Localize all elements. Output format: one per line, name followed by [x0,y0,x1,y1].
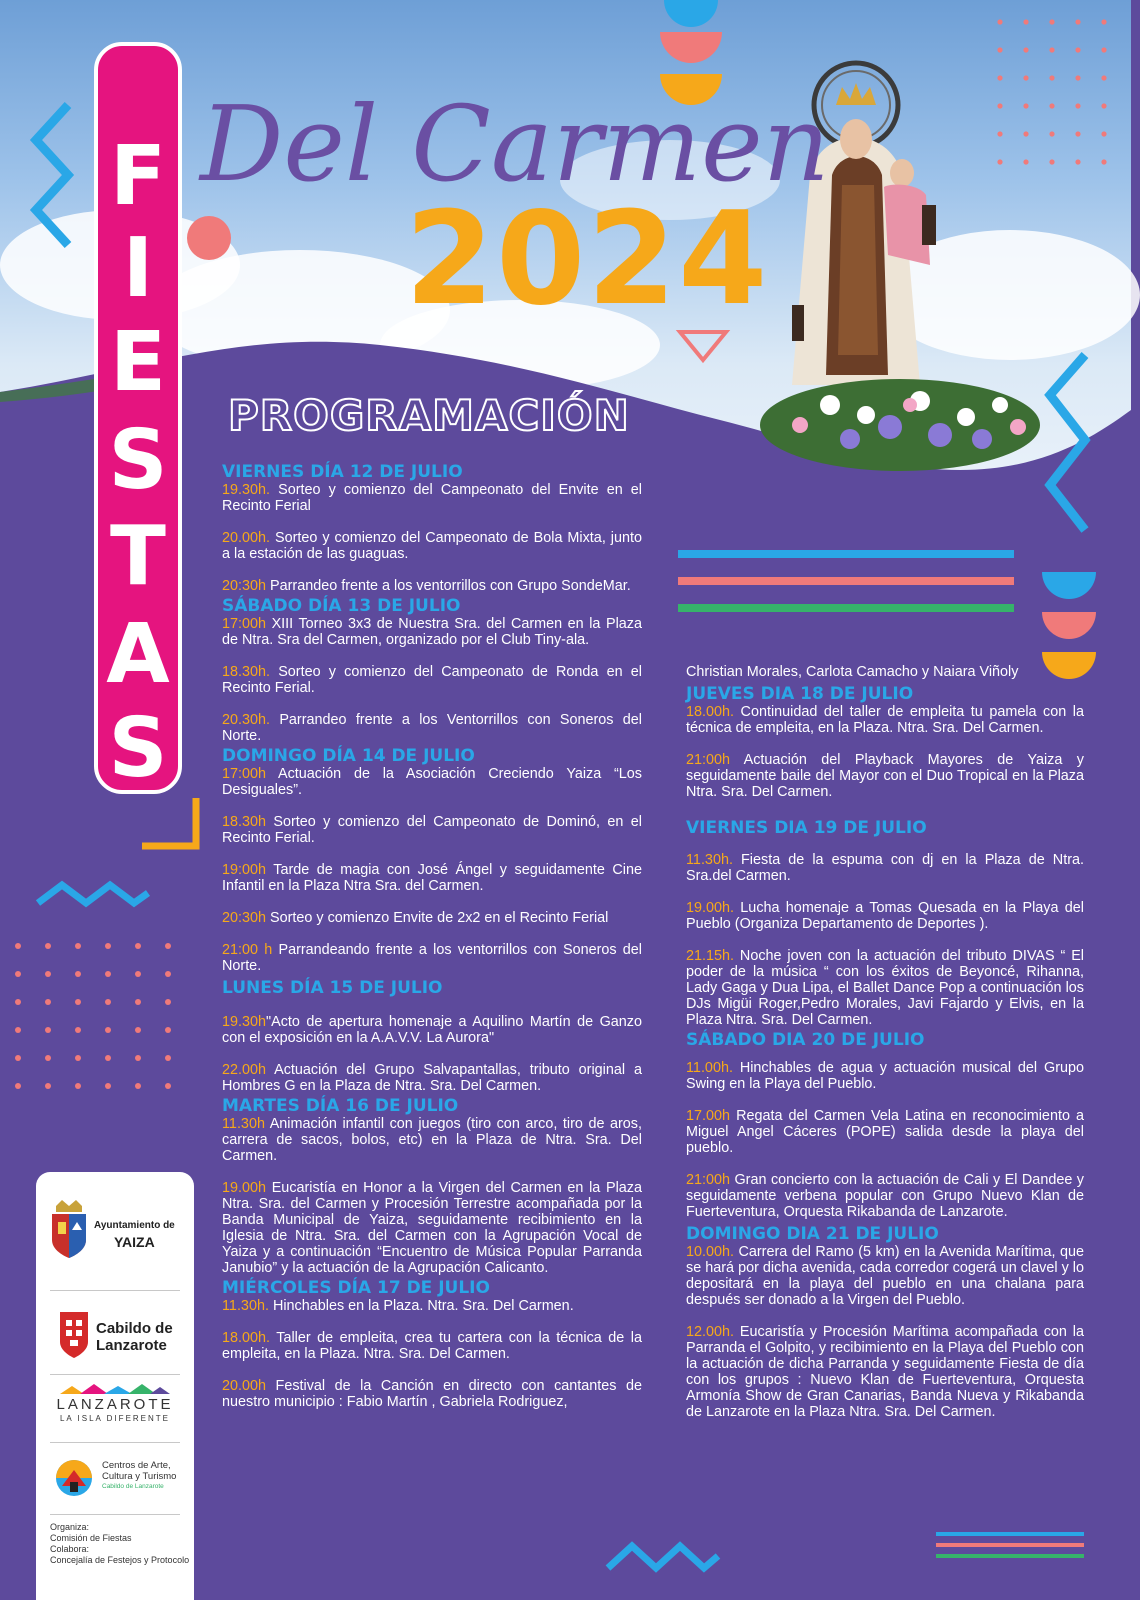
logo-centros-arte [36,1450,194,1512]
event-time: 21.15h. [686,948,735,964]
event-text: Eucaristía en Honor a la Virgen del Carmen en la Plaza Ntra. Sra. del Carmen y Procesión Terrestre acompañada por la Banda Municipal de Yaiza, seguidamente recibimiento en la Iglesia de Ntra. Sra. del Carmen con la Agrupación Vocal de Yaiza y a continuación “Encuentro de Música Popular Parranda Janubio” y la actuación de la Agrupación Calicanto. [222,1180,642,1276]
day-heading: LUNES DÍA 15 DE JULIO [222,978,443,998]
event-text: Noche joven con la actuación del tributo DIVAS “ El poder de la música “ con los éxitos de Beyoncé, Rihanna, Lady Gaga y Dua Lipa, el Ballet Dance Pop a continuación los DJs Migüi Roger,Pedro Morales, Javi Fajardo y Elvis, en la Plaza Ntra. Sra. Del Carmen. [686,948,1084,1028]
event-text: Lucha homenaje a Tomas Quesada en la Playa del Pueblo (Organiza Departamento de Deportes ). [686,900,1084,932]
organiza-label: Organiza: [50,1522,90,1532]
event-text: Animación infantil con juegos (tiro con arco, tiro de aros, carrera de sacos, bolos, etc) en la Plaza de Ntra. Sra. Del Carmen. [222,1116,642,1164]
day-heading: MARTES DÍA 16 DE JULIO [222,1096,459,1116]
program-right-column [686,664,1084,1420]
event-time: 12.00h. [686,1324,735,1340]
event-item [222,862,642,894]
event-time: 21:00h [686,1172,731,1188]
logo-lanzarote-isla-diferente [36,1380,194,1440]
event-item [222,578,642,594]
fiestas-letter: E [109,315,166,410]
event-text: Festival de la Canción en directo con cantantes de nuestro municipio : Fabio Martín , Gabriela Rodriguez, [222,1378,642,1410]
event-time: 19.30h [222,1014,267,1030]
event-time: 18.00h. [686,704,735,720]
event-time: 10.00h. [686,1244,735,1260]
yaiza-label: YAIZA [114,1234,155,1250]
event-time: 20:30h [222,578,267,594]
event-time: 20.00h [222,1378,267,1394]
day-heading: JUEVES DIA 18 DE JULIO [686,684,914,704]
day-heading: VIERNES DÍA 12 DE JULIO [222,462,463,482]
event-item [222,1330,642,1362]
event-time: 11.30h. [222,1298,269,1314]
day-heading: DOMINGO DIA 21 DE JULIO [686,1224,939,1244]
logo-cabildo-lanzarote [36,1298,194,1374]
event-time: 20:30h [222,910,267,926]
fiestas-letter: S [108,413,168,508]
sponsor-logos-card [36,1172,194,1600]
event-text: Hinchables en la Plaza. Ntra. Sra. Del Carmen. [268,1298,574,1314]
event-item [686,1172,1084,1220]
event-item [222,766,642,798]
event-item [222,664,642,696]
event-item [222,712,642,744]
event-time: 21:00h [686,752,731,768]
event-time: 19.00h. [686,900,735,916]
event-continuation: Christian Morales, Carlota Camacho y Naiara Viñoly [686,664,1019,680]
day-heading: VIERNES DIA 19 DE JULIO [686,818,927,838]
event-text: Gran concierto con la actuación de Cali y El Dandee y seguidamente verbena popular con Grupo Nuevo Klan de Fuerteventura, Orquesta Rikabanda de Lanzarote. [686,1172,1084,1220]
event-text: Actuación del Playback Mayores de Yaiza y seguidamente baile del Mayor con el Duo Tropical en la Plaza Ntra. Sra. Del Carmen. [686,752,1084,800]
event-time: 17:00h [222,616,267,632]
lanzarote-label: Lanzarote [96,1337,167,1354]
fiestas-letter: A [106,607,170,702]
divider [50,1290,180,1291]
programacion-heading: PROGRAMACIÓN [228,391,630,440]
program-left-column [222,462,642,1410]
event-time: 19.30h. [222,482,271,498]
day-heading: MIÉRCOLES DÍA 17 DE JULIO [222,1278,490,1298]
event-item [686,1060,1084,1092]
event-text: "Acto de apertura homenaje a Aquilino Martín de Ganzo con el exposición en la A.A.V.V. La Aurora" [222,1014,642,1046]
event-item [222,530,642,562]
lanzarote-wordmark: LANZAROTE [56,1396,174,1413]
title-del-carmen-text: Del Carmen [200,83,830,205]
event-item [222,1116,642,1164]
event-text: XIII Torneo 3x3 de Nuestra Sra. del Carmen en la Plaza de Ntra. Sra del Carmen, organizado por el Club Tiny-ala. [222,616,642,648]
colabora-value: Concejalía de Festejos y Protocolo [50,1555,190,1565]
event-time: 17:00h [222,766,267,782]
fiestas-letter: F [109,129,166,224]
event-item [686,752,1084,800]
event-text: Tarde de magia con José Ángel y seguidamente Cine Infantil en la Plaza Ntra Sra. del Carmen. [222,862,642,894]
event-text: Sorteo y comienzo del Campeonato de Dominó, en el Recinto Ferial. [222,814,642,846]
day-heading: SÁBADO DIA 20 DE JULIO [686,1030,925,1050]
year-2024: 2024 [405,185,770,334]
event-item [686,1108,1084,1156]
event-time: 18.00h. [222,1330,271,1346]
event-item [222,1180,642,1276]
event-time: 11.00h. [686,1060,733,1076]
event-text: Taller de empleita, crea tu cartera con la técnica de la empleita, en la Plaza. Ntra. Sra. Del Carmen. [222,1330,642,1362]
event-text: Sorteo y comienzo del Campeonato del Envite en el Recinto Ferial [222,482,642,514]
event-item [222,1298,642,1314]
organiza-value: Comisión de Fiestas [50,1533,132,1543]
event-text: Continuidad del taller de empleita tu pamela con la técnica de empleita, en la Plaza. Ntra. Sra. Del Carmen. [686,704,1084,736]
divider [50,1442,180,1443]
event-time: 18.30h. [222,664,271,680]
event-time: 18.30h [222,814,267,830]
divider [50,1514,180,1515]
event-item [686,900,1084,932]
fiestas-letter: I [122,221,154,316]
event-text: Parrandeo frente a los ventorrillos con Grupo SondeMar. [266,578,631,594]
isla-diferente-label: LA ISLA DIFERENTE [59,1414,171,1423]
centros-label: Centros de Arte, [102,1460,171,1471]
event-item [686,948,1084,1028]
event-time: 22.00h [222,1062,267,1078]
centros-arte-icon [52,1456,96,1500]
event-item [222,1014,642,1046]
fiestas-letter: T [110,509,166,604]
event-item [686,852,1084,884]
cabildo-label: Cabildo de [96,1320,173,1337]
cultura-turismo-label: Cultura y Turismo [102,1471,177,1482]
event-item [222,942,642,974]
event-text: Regata del Carmen Vela Latina en reconocimiento a Miguel Angel Cáceres (POPE) salida desde la playa del pueblo. [686,1108,1084,1156]
event-item [686,704,1084,736]
day-heading: DOMINGO DÍA 14 DE JULIO [222,746,475,766]
event-text: Sorteo y comienzo del Campeonato de Ronda en el Recinto Ferial. [222,664,642,696]
event-text: Actuación del Grupo Salvapantallas, tributo original a Hombres G en la Plaza de Ntra. Sra. Del Carmen. [222,1062,642,1094]
event-text: Sorteo y comienzo del Campeonato de Bola Mixta, junto a la estación de las guaguas. [222,530,642,562]
event-time: 21:00 h [222,942,273,958]
event-item [222,1062,642,1094]
lanzarote-mountains-icon [60,1384,170,1394]
fiestas-vertical-banner [94,42,182,794]
event-time: 19.00h [222,1180,267,1196]
event-item [222,814,642,846]
yaiza-coat-of-arms-icon [48,1200,90,1262]
event-text: Carrera del Ramo (5 km) en la Avenida Marítima, que se hará por dicha avenida, cada corredor cogerá un clavel y lo depositará en la playa del pueblo en una chalana para después ser donado a la Virgen del Pueblo. [686,1244,1084,1308]
day-heading: SÁBADO DÍA 13 DE JULIO [222,596,461,616]
event-time: 20.30h. [222,712,271,728]
divider [50,1374,180,1375]
event-text: Hinchables de agua y actuación musical del Grupo Swing en la Playa del Pueblo. [686,1060,1084,1092]
event-time: 17.00h [686,1108,731,1124]
event-item [686,1244,1084,1308]
ayuntamiento-label: Ayuntamiento de [94,1220,175,1231]
event-text: Actuación de la Asociación Creciendo Yaiza “Los Desiguales”. [222,766,642,798]
event-time: 11.30h [222,1116,265,1132]
event-item [222,1378,642,1410]
event-time: 11.30h. [686,852,733,868]
event-item [222,482,642,514]
cabildo-small-label: Cabildo de Lanzarote [102,1483,164,1490]
event-text: Sorteo y comienzo Envite de 2x2 en el Recinto Ferial [266,910,609,926]
logo-ayuntamiento-yaiza [36,1192,194,1292]
fiestas-letter: S [108,701,168,796]
event-text: Fiesta de la espuma con dj en la Plaza de Ntra. Sra.del Carmen. [686,852,1084,884]
event-text: Eucaristía y Procesión Marítima acompañada con la Parranda el Golpito, y recibimiento en la Playa del Pueblo con la actuación de dicha Parranda y seguidamente Fiesta de día con los grupos : Nuevo Klan de Fuerteventura, Orquesta Armonía Show de Gran Canarias, Banda Nueva y Rikabanda de Lanzarote en la Plaza Ntra. Sra. Del Carmen. [686,1324,1084,1420]
colabora-label: Colabora: [50,1544,90,1554]
event-text: Parrandeo frente a los Ventorrillos con Soneros del Norte. [222,712,642,744]
event-time: 19:00h [222,862,267,878]
event-item [222,910,642,926]
event-time: 20.00h. [222,530,271,546]
cabildo-shield-icon [56,1308,92,1360]
event-text: Parrandeando frente a los ventorrillos con Soneros del Norte. [222,942,643,974]
event-item [686,1324,1084,1420]
event-item [222,616,642,648]
